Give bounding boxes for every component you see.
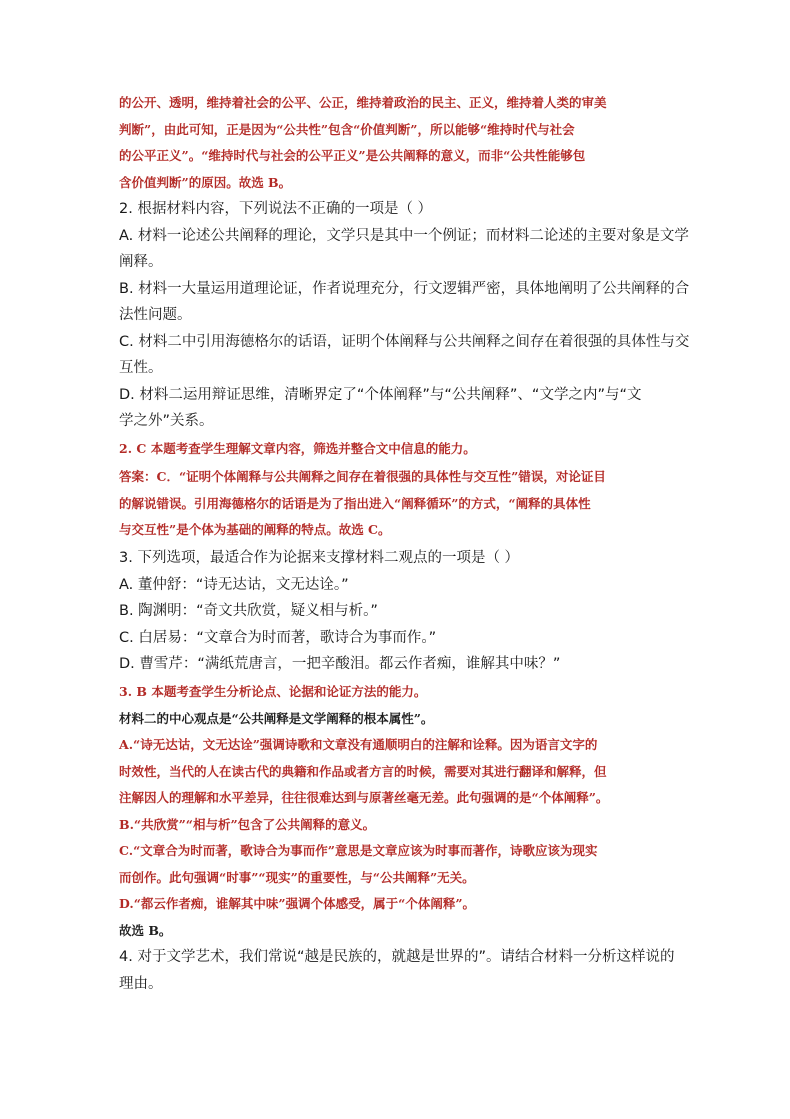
question-line: D. 曹雪芹：“满纸荒唐言，一把辛酸泪。都云作者痴，谁解其中味？” xyxy=(119,656,561,672)
answer-line: 含价值判断”的原因。故选 B。 xyxy=(119,174,292,190)
question-line: C. 白居易：“文章合为时而著，歌诗合为事而作。” xyxy=(119,629,437,646)
answer-line: B.“共欣赏”“相与析”包含了公共阐释的意义。 xyxy=(119,816,376,832)
answer-line: D.“都云作者痴，谁解其中味”强调个体感受，属于“个体阐释”。 xyxy=(119,896,476,911)
answer-line: 而创作。此句强调“时事”“现实”的重要性，与“公共阐释”无关。 xyxy=(119,869,475,885)
question-line: 4. 对于文学艺术，我们常说“越是民族的，就越是世界的”。请结合材料一分析这样说的 xyxy=(119,949,675,965)
question-line: C. 材料二中引用海德格尔的话语，证明个体阐释与公共阐释之间存在着很强的具体性与交 xyxy=(119,333,690,350)
question-line: 理由。 xyxy=(119,975,163,992)
question-line: B. 陶渊明：“奇文共欣赏，疑义相与析。” xyxy=(119,603,378,619)
question-line: A. 董仲舒：“诗无达诂，文无达诠。” xyxy=(119,576,349,593)
question-line: 互性。 xyxy=(119,360,163,376)
answer-line: 与交互性”是个体为基础的阐释的特点。故选 C。 xyxy=(119,522,391,537)
answer-line: 2. C 本题考查学生理解文章内容，筛选并整合文中信息的能力。 xyxy=(119,441,476,456)
answer-line: A.“诗无达诂，文无达诠”强调诗歌和文章没有通顺明白的注解和诠释。因为语言文字的 xyxy=(119,737,598,752)
answer-line: 时效性，当代的人在读古代的典籍和作品或者方言的时候，需要对其进行翻译和解释，但 xyxy=(119,763,607,779)
answer-line: 的公平正义”。“维持时代与社会的公平正义”是公共阐释的意义，而非“公共性能够包 xyxy=(119,148,586,163)
answer-line: 答案：C．“证明个体阐释与公共阐释之间存在着很强的具体性与交互性”错误，对论证目 xyxy=(119,469,606,484)
answer-line: 故选 B。 xyxy=(119,922,172,938)
question-line: 学之外”关系。 xyxy=(119,413,214,429)
question-line: 2. 根据材料内容，下列说法不正确的一项是（ ） xyxy=(119,201,433,217)
answer-line: C.“文章合为时而著，歌诗合为事而作”意思是文章应该为时事而著作，诗歌应该为现实 xyxy=(119,843,598,858)
answer-line: 的公开、透明，维持着社会的公平、公正，维持着政治的民主、正义，维持着人类的审美 xyxy=(119,95,607,110)
answer-line: 注解因人的理解和水平差异，往往很难达到与原著丝毫无差。此句强调的是“个体阐释”。 xyxy=(119,790,609,805)
question-line: D. 材料二运用辩证思维，清晰界定了“个体阐释”与“公共阐释”、“文学之内”与“文 xyxy=(119,386,642,403)
answer-line: 的解说错误。引用海德格尔的话语是为了指出进入“阐释循环”的方式，“阐释的具体性 xyxy=(119,495,591,511)
question-line: B. 材料一大量运用道理论证，作者说理充分，行文逻辑严密，具体地阐明了公共阐释的合 xyxy=(119,280,690,297)
answer-line: 材料二的中心观点是“公共阐释是文学阐释的根本属性”。 xyxy=(119,710,434,726)
answer-line: 判断”，由此可知，正是因为“公共性”包含“价值判断”，所以能够“维持时代与社会 xyxy=(119,121,575,137)
answer-line: 3. B 本题考查学生分析论点、论据和论证方法的能力。 xyxy=(119,684,427,699)
question-line: 3. 下列选项，最适合作为论据来支撑材料二观点的一项是（ ） xyxy=(119,550,520,566)
question-line: 法性问题。 xyxy=(119,307,192,323)
question-line: 阐释。 xyxy=(119,254,163,270)
question-line: A. 材料一论述公共阐释的理论，文学只是其中一个例证；而材料二论述的主要对象是文学 xyxy=(119,227,689,244)
